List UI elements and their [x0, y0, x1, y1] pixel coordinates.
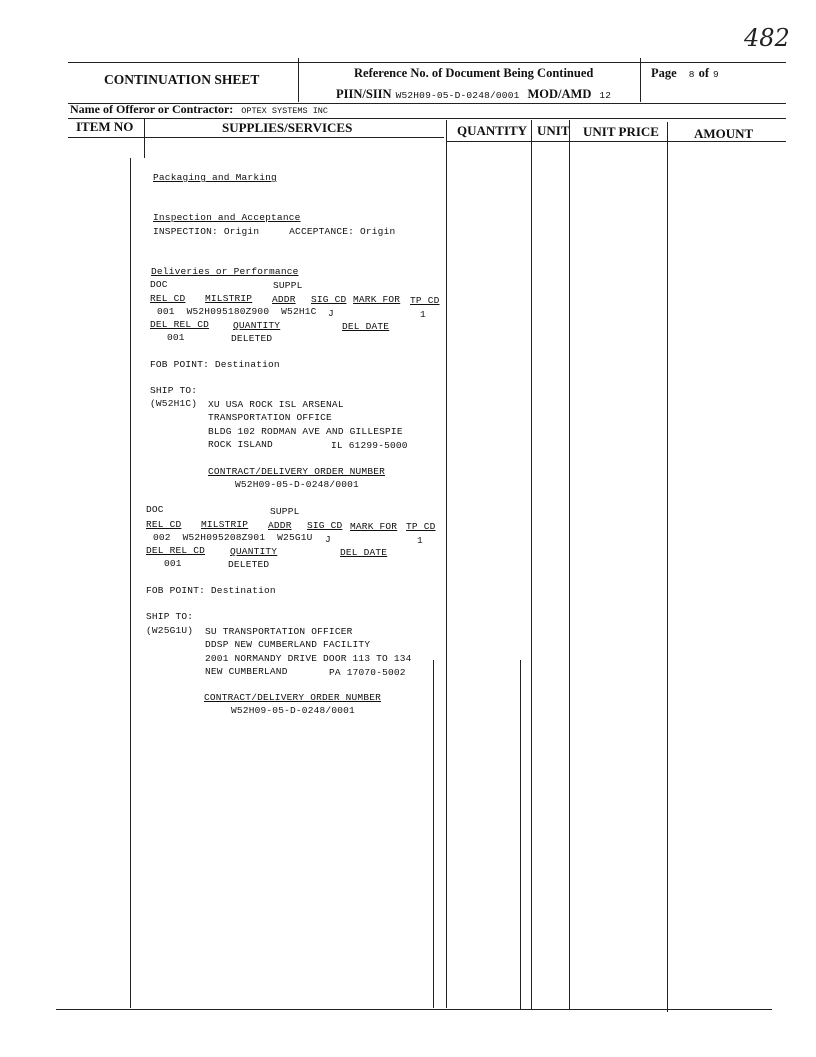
col-quantity: QUANTITY [457, 123, 528, 138]
quantity-header: QUANTITY [233, 320, 281, 331]
mark-for-header: MARK FOR [353, 294, 401, 305]
mod-label: MOD/AMD [527, 87, 592, 101]
offeror-label: Name of Offeror or Contractor: [70, 102, 234, 116]
milstrip-header: MILSTRIP [205, 293, 253, 304]
ship-code: (W25G1U) [146, 625, 194, 636]
addr-value: W25G1U [277, 532, 313, 543]
ship-line: SU TRANSPORTATION OFFICER [205, 626, 353, 637]
tp-cd-header: TP CD [410, 295, 440, 306]
suppl-label: SUPPL [270, 506, 300, 517]
rel-cd-value: 002 [153, 532, 171, 543]
page-current: 8 [688, 69, 695, 80]
col-unit: UNIT [537, 123, 570, 138]
page-indicator [651, 64, 719, 82]
rel-cd-value: 001 [157, 306, 175, 317]
delivery-row [153, 532, 313, 543]
contract-number: W52H09-05-D-0248/0001 [235, 479, 359, 490]
mod-value: 12 [599, 90, 612, 101]
tp-cd-value: 1 [420, 309, 426, 320]
quantity-value: DELETED [231, 333, 273, 344]
packaging-heading: Packaging and Marking [153, 172, 277, 183]
sig-cd-value: J [325, 534, 331, 545]
inspection-line [153, 226, 395, 237]
doc-label: DOC [150, 279, 168, 290]
col-item-no: ITEM NO [76, 119, 134, 134]
sig-cd-header: SIG CD [307, 520, 343, 531]
milstrip-header: MILSTRIP [201, 519, 249, 530]
ship-line: XU USA ROCK ISL ARSENAL [208, 399, 344, 410]
milstrip-value: W52H095208Z901 [182, 532, 266, 543]
ship-line: BLDG 102 RODMAN AVE AND GILLESPIE [208, 426, 403, 437]
del-date-header: DEL DATE [342, 321, 390, 332]
del-rel-cd-header: DEL REL CD [146, 545, 206, 556]
suppl-label: SUPPL [273, 280, 303, 291]
ship-to-label: SHIP TO: [146, 611, 194, 622]
doc-label: DOC [146, 504, 164, 515]
page-total: 9 [713, 69, 719, 80]
del-rel-cd-value: 001 [164, 558, 182, 569]
tp-cd-header: TP CD [406, 521, 436, 532]
deliveries-heading: Deliveries or Performance [151, 266, 299, 277]
fob-point: FOB POINT: Destination [146, 585, 276, 596]
inspection-value: Origin [223, 226, 260, 237]
handwritten-page-number: 482 [744, 24, 790, 52]
rel-cd-header: REL CD [150, 293, 186, 304]
col-amount: AMOUNT [694, 126, 754, 141]
del-rel-cd-value: 001 [167, 332, 185, 343]
ship-line: DDSP NEW CUMBERLAND FACILITY [205, 639, 371, 650]
ship-state-zip: PA 17070-5002 [329, 667, 406, 678]
ship-city: NEW CUMBERLAND [205, 666, 288, 677]
quantity-header: QUANTITY [230, 546, 278, 557]
milstrip-value: W52H095180Z900 [186, 306, 270, 317]
page-label: Page [651, 66, 677, 80]
sig-cd-header: SIG CD [311, 294, 347, 305]
page-of: of [698, 66, 710, 80]
addr-value: W52H1C [281, 306, 317, 317]
addr-header: ADDR [272, 294, 296, 305]
reference-label: Reference No. of Document Being Continued [354, 66, 594, 80]
inspection-label: INSPECTION: [153, 226, 218, 237]
ship-line: 2001 NORMANDY DRIVE DOOR 113 TO 134 [205, 653, 412, 664]
rel-cd-header: REL CD [146, 519, 182, 530]
contract-heading: CONTRACT/DELIVERY ORDER NUMBER [208, 466, 386, 477]
acceptance-value: Origin [359, 226, 396, 237]
inspection-heading: Inspection and Acceptance [153, 212, 301, 223]
piin-label: PIIN/SIIN [336, 87, 392, 101]
sheet-title: CONTINUATION SHEET [104, 72, 260, 87]
del-rel-cd-header: DEL REL CD [150, 319, 210, 330]
piin-value: W52H09-05-D-0248/0001 [395, 90, 520, 101]
piin-row [336, 85, 611, 103]
addr-header: ADDR [268, 520, 292, 531]
ship-line: TRANSPORTATION OFFICE [208, 412, 332, 423]
contract-number: W52H09-05-D-0248/0001 [231, 705, 355, 716]
ship-city: ROCK ISLAND [208, 439, 273, 450]
col-unit-price: UNIT PRICE [583, 124, 659, 139]
offeror-value: OPTEX SYSTEMS INC [241, 106, 328, 116]
delivery-row [157, 306, 317, 317]
del-date-header: DEL DATE [340, 547, 388, 558]
sig-cd-value: J [328, 308, 334, 319]
contract-heading: CONTRACT/DELIVERY ORDER NUMBER [204, 692, 382, 703]
ship-code: (W52H1C) [150, 398, 198, 409]
fob-point: FOB POINT: Destination [150, 359, 280, 370]
quantity-value: DELETED [228, 559, 270, 570]
ship-to-label: SHIP TO: [150, 385, 198, 396]
tp-cd-value: 1 [417, 535, 423, 546]
col-supplies: SUPPLIES/SERVICES [222, 120, 353, 135]
acceptance-label: ACCEPTANCE: [289, 226, 355, 237]
mark-for-header: MARK FOR [350, 521, 398, 532]
ship-state-zip: IL 61299-5000 [331, 440, 408, 451]
offeror-row [70, 100, 328, 118]
